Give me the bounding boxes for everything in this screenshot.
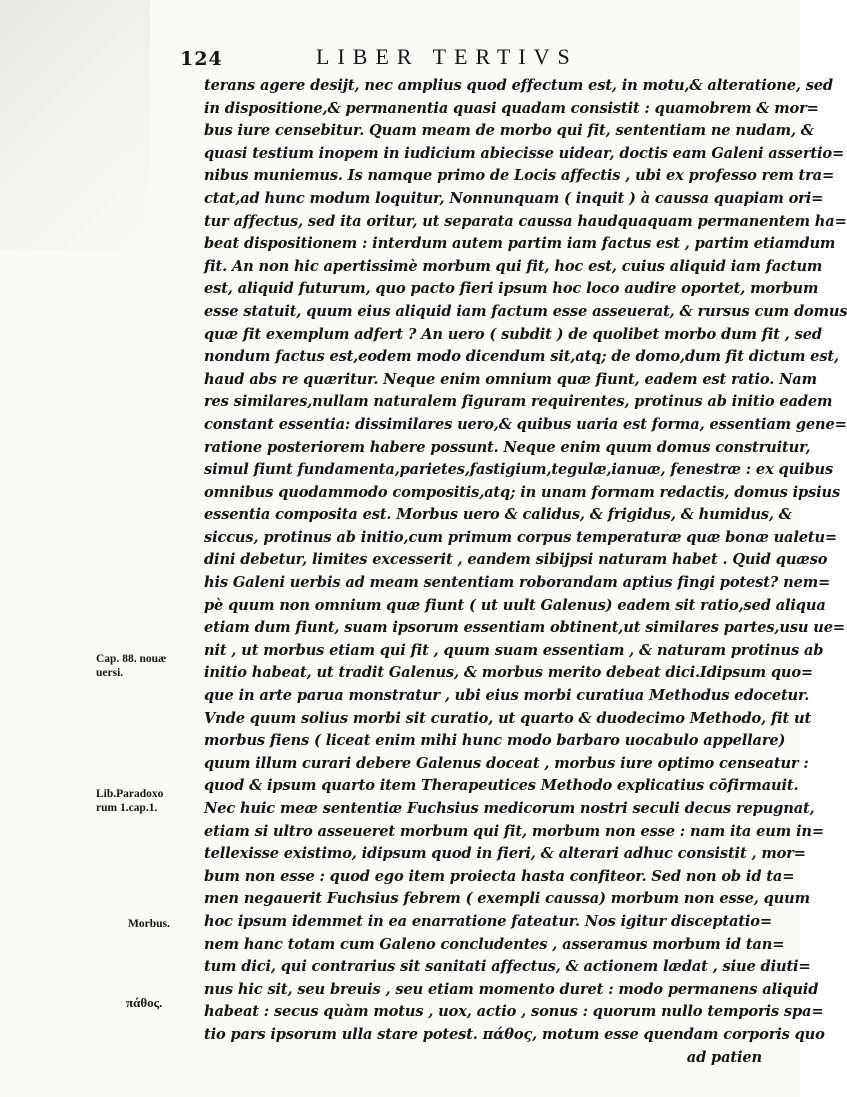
margin-note-line: rum 1.cap.1.: [96, 802, 158, 814]
text-line: nem hanc totam cum Galeno concludentes , asseramus morbum id tan=: [204, 935, 785, 953]
text-line: omnibus quodammodo compositis,atq; in unam formam redactis, domus ipsius: [204, 483, 841, 501]
text-line: habeat : secus quàm motus , uox, actio , sonus : quorum nullo temporis spa=: [204, 1003, 824, 1021]
text-line: his Galeni uerbis ad meam sententiam roborandam aptius fingi potest? nem=: [204, 574, 831, 592]
text-line: nit , ut morbus etiam qui fit , quum suam essentiam , & naturam protinus ab: [204, 641, 824, 659]
margin-note-line: Lib.Paradoxo: [96, 788, 164, 800]
text-line: essentia composita est. Morbus uero & calidus, & frigidus, & humidus, &: [204, 506, 792, 524]
text-line: quæ fit exemplum adfert ? An uero ( subdit ) de quolibet morbo dum fit , sed: [204, 325, 822, 343]
text-line: que in arte parua monstratur , ubi eius morbi curatiua Methodus edocetur.: [204, 687, 810, 705]
margin-note-line: Morbus.: [128, 918, 170, 930]
margin-note-line: uersi.: [96, 667, 124, 679]
text-line: bus iure censebitur. Quam meam de morbo qui fit, sententiam ne nudam, &: [204, 122, 814, 140]
text-line: hoc ipsum idemmet in ea enarratione fateatur. Nos igitur disceptatio=: [204, 912, 772, 930]
text-line: haud abs re quæritur. Neque enim omnium quæ fiunt, eadem est ratio. Nam: [204, 370, 817, 388]
text-line: Nec huic meæ sententiæ Fuchsius medicorum nostri seculi decus repugnat,: [204, 800, 815, 817]
running-head: [172, 36, 772, 74]
margin-note: [96, 787, 201, 815]
text-line: nibus muniemus. Is namque primo de Locis affectis , ubi ex professo rem tra=: [204, 167, 835, 185]
text-line: beat dispositionem : interdum autem partim iam factus est , partim etiamdum: [204, 235, 836, 253]
text-line: tellexisse existimo, idipsum quod in fieri, & alterari adhuc consistit , mor=: [204, 845, 806, 863]
text-line: bum non esse : quod ego item proiecta hasta confiteor. Sed non ob id ta=: [204, 867, 795, 885]
catchword: ad patien: [686, 1048, 762, 1066]
text-line: tum dici, qui contrarius sit sanitati affectus, & actionem lædat , siue diuti=: [204, 958, 811, 976]
text-line: res similares,nullam naturalem figuram requirentes, protinus ab initio eadem: [204, 393, 833, 411]
text-line: siccus, protinus ab initio,cum primum corpus temperaturæ quæ bonæ ualetu=: [204, 528, 837, 546]
text-line: nondum factus est,eodem modo dicendum sit,atq; de domo,dum fit dictum est,: [204, 348, 839, 366]
margin-note-line: Cap. 88. nouæ: [96, 653, 167, 665]
text-line: Vnde quum solius morbi sit curatio, ut quarto & duodecimo Methodo, fit ut: [204, 709, 812, 727]
margin-note-morbus: [128, 917, 233, 931]
margin-note-pathos: [126, 996, 231, 1010]
text-line: constant essentia: dissimilares uero,& quibus uaria est forma, essentiam gene=: [204, 415, 847, 433]
torn-paper-edge: [0, 0, 150, 250]
text-line: quod & ipsum quarto item Therapeutices Methodo explicatius cōfirmauit.: [204, 777, 799, 795]
text-line: pè quum non omnium quæ fiunt ( ut uult Galenus) eadem sit ratio,sed aliqua: [204, 596, 826, 614]
text-line: tur affectus, sed ita oritur, ut separata caussa haudquaquam permanentem ha=: [204, 212, 847, 230]
text-line: esse statuit, quum eius aliquid iam factum esse asseuerat, & rursus cum domus: [204, 302, 847, 320]
body-text: [204, 75, 847, 1069]
text-line: tio pars ipsorum ulla stare potest. πάθος, motum esse quendam corporis quo: [204, 1025, 825, 1043]
text-line: nus hic sit, seu breuis , seu etiam momento duret : modo permanens aliquid: [204, 980, 819, 998]
margin-note: [96, 652, 201, 680]
text-line: est, aliquid futurum, quo pacto fieri ipsum hoc loco audire oportet, morbum: [204, 280, 819, 298]
text-line: etiam si ultro asseueret morbum qui fit, morbum non esse : nam ita eum in=: [204, 822, 824, 840]
margin-note-line: πάθος.: [126, 995, 163, 1010]
text-line: quasi testium inopem in iudicium abiecisse uidear, doctis eam Galeni assertio=: [204, 144, 845, 162]
text-line: quum illum curari debere Galenus doceat , morbus iure optimo censeatur :: [204, 754, 809, 772]
text-line: ratione posteriorem habere possunt. Neque enim quum domus construitur,: [204, 438, 811, 456]
text-line: simul fiunt fundamenta,parietes,fastigium,tegulæ,ianuæ, fenestræ : ex quibus: [204, 461, 834, 479]
text-line: ctat,ad hunc modum loquitur, Nonnunquam ( inquit ) à caussa quapiam ori=: [204, 189, 824, 207]
page-number: 124: [180, 48, 223, 70]
text-line: etiam dum fiunt, suam ipsorum essentiam obtinent,ut similares partes,usu ue=: [204, 619, 845, 637]
running-title: LIBER TERTIVS: [316, 44, 578, 69]
text-line: fit. An non hic apertissimè morbum qui fit, hoc est, cuius aliquid iam factum: [204, 257, 823, 275]
text-line: morbus fiens ( liceat enim mihi hunc modo barbaro uocabulo appellare): [204, 732, 786, 750]
text-line: dini debetur, limites excesserit , eandem sibijpsi naturam habet . Quid quæso: [204, 551, 828, 569]
text-line: in dispositione,& permanentia quasi quadam consistit : quamobrem & mor=: [204, 99, 819, 117]
text-line: terans agere desijt, nec amplius quod effectum est, in motu,& alteratione, sed: [204, 77, 833, 94]
text-line: initio habeat, ut tradit Galenus, & morbus merito debeat dici.Idipsum quo=: [204, 664, 814, 682]
text-line: men negauerit Fuchsius febrem ( exempli caussa) morbum non esse, quum: [204, 890, 810, 908]
